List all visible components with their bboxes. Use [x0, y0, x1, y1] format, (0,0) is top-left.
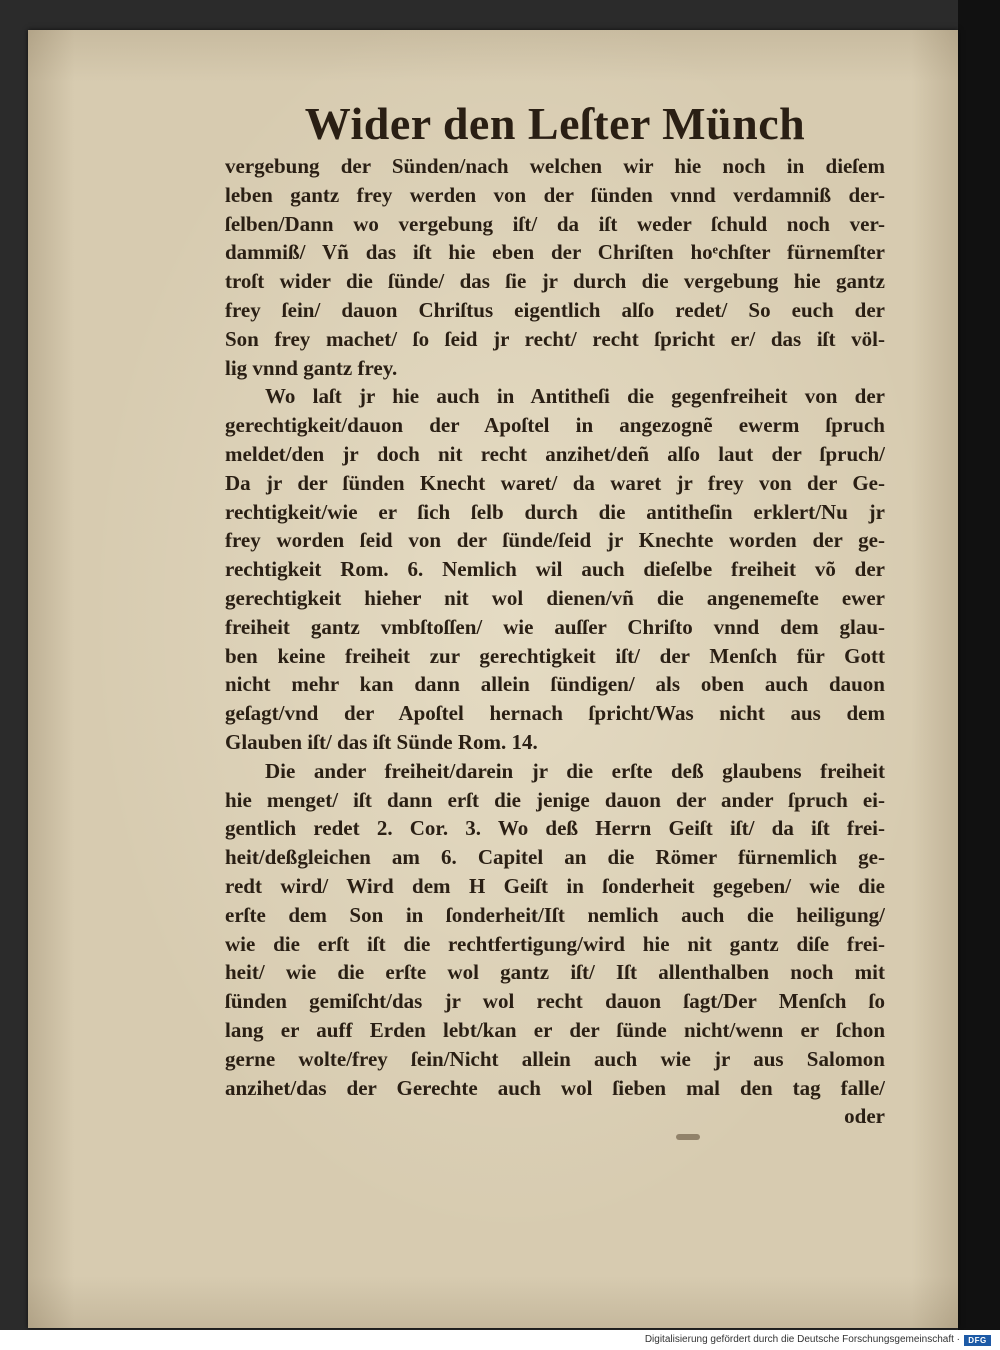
text-line: redt wird/ Wird dem H Geiſt in ſonderheit gegeben/ wie die — [225, 873, 885, 898]
text-line: heit/deßgleichen am 6. Capitel an die Römer fürnemlich ge- — [225, 845, 885, 870]
text-line: erſte dem Son in ſonderheit/Iſt nemlich auch die heiligung/ — [225, 902, 885, 927]
text-line: gentlich redet 2. Cor. 3. Wo deß Herrn Geiſt iſt/ da iſt frei- — [225, 816, 885, 841]
footer-bar — [0, 1330, 1000, 1350]
text-line: frey ſein/ dauon Chriſtus eigentlich alſo redet/ So euch der — [225, 297, 885, 322]
text-line: vergebung der Sünden/nach welchen wir hie noch in dieſem — [225, 154, 885, 178]
text-line: geſagt/vnd der Apoſtel hernach ſpricht/Was nicht aus dem — [225, 701, 885, 726]
text-line: gerechtigkeit/dauon der Apoſtel in angezognẽ ewerm ſpruch — [225, 413, 885, 438]
text-line: lang er auff Erden lebt/kan er der ſünde nicht/wenn er ſchon — [225, 1017, 885, 1042]
body-text — [225, 152, 885, 1131]
text-line: meldet/den jr doch nit recht anzihet/deñ alſo laut der ſpruch/ — [225, 441, 885, 466]
funding-notice: Digitalisierung gefördert durch die Deutsche Forschungsgemeinschaft · — [644, 1334, 960, 1345]
text-line: heit/ wie die erſte wol gantz iſt/ Iſt allenthalben noch mit — [225, 960, 885, 985]
text-line: gerechtigkeit hieher nit wol dienen/vñ die angenemeſte ewer — [225, 585, 885, 610]
text-line: Wo laſt jr hie auch in Antitheſi die gegenfreiheit von der — [265, 384, 885, 409]
catchword: oder — [844, 1104, 885, 1129]
text-line: wie die erſt iſt die rechtfertigung/wird hie nit gantz diſe frei- — [225, 931, 885, 956]
text-line: dammiß/ Vñ das iſt hie eben der Chriſten hoͤchſter fürnemſter — [225, 240, 885, 265]
text-line: Son frey machet/ ſo ſeid jr recht/ recht ſpricht er/ das iſt völ- — [225, 326, 885, 351]
text-line: frey worden ſeid von der ſünde/ſeid jr Knechte worden der ge- — [225, 528, 885, 553]
running-head: Wider den Leſter Münch — [304, 98, 806, 149]
dfg-logo-icon: DFG — [964, 1335, 991, 1346]
text-line: Da jr der ſünden Knecht waret/ da waret jr frey von der Ge- — [225, 470, 885, 495]
text-line: ben keine freiheit zur gerechtigkeit iſt/ der Menſch für Gott — [225, 643, 885, 668]
text-line: Die ander freiheit/darein jr die erſte deß glaubens freiheit — [265, 758, 885, 783]
text-line: rechtigkeit Rom. 6. Nemlich wil auch dieſelbe freiheit võ der — [225, 557, 885, 582]
text-line: ſünden gemiſcht/das jr wol recht dauon ſagt/Der Menſch ſo — [225, 989, 885, 1014]
text-line: gerne wolte/frey ſein/Nicht allein auch wie jr aus Salomon — [225, 1046, 885, 1071]
text-line: rechtigkeit/wie er ſich ſelb durch die antitheſin erklert/Nu jr — [225, 499, 885, 524]
text-line: ſelben/Dann wo vergebung iſt/ da iſt weder ſchuld noch ver- — [225, 211, 885, 236]
text-line: hie menget/ iſt dann erſt die jenige dauon der ander ſpruch ei- — [225, 787, 885, 812]
text-line: lig vnnd gantz frey. — [225, 355, 398, 380]
text-line: Glauben iſt/ das iſt Sünde Rom. 14. — [225, 729, 538, 754]
text-line: troſt wider die ſünde/ das ſie jr durch die vergebung hie gantz — [225, 269, 885, 294]
scanned-page — [28, 30, 958, 1328]
text-line: freiheit gantz vmbſtoſſen/ wie auſſer Chriſto vnnd dem glau- — [225, 614, 885, 639]
text-line: leben gantz frey werden von der ſünden vnnd verdamniß der- — [225, 182, 885, 207]
text-line: anzihet/das der Gerechte auch wol ſieben mal den tag falle/ — [225, 1075, 885, 1100]
ink-smudge — [676, 1134, 700, 1140]
scanner-edge — [958, 0, 1000, 1330]
text-line: nicht mehr kan dann allein ſündigen/ als oben auch dauon — [225, 672, 885, 697]
